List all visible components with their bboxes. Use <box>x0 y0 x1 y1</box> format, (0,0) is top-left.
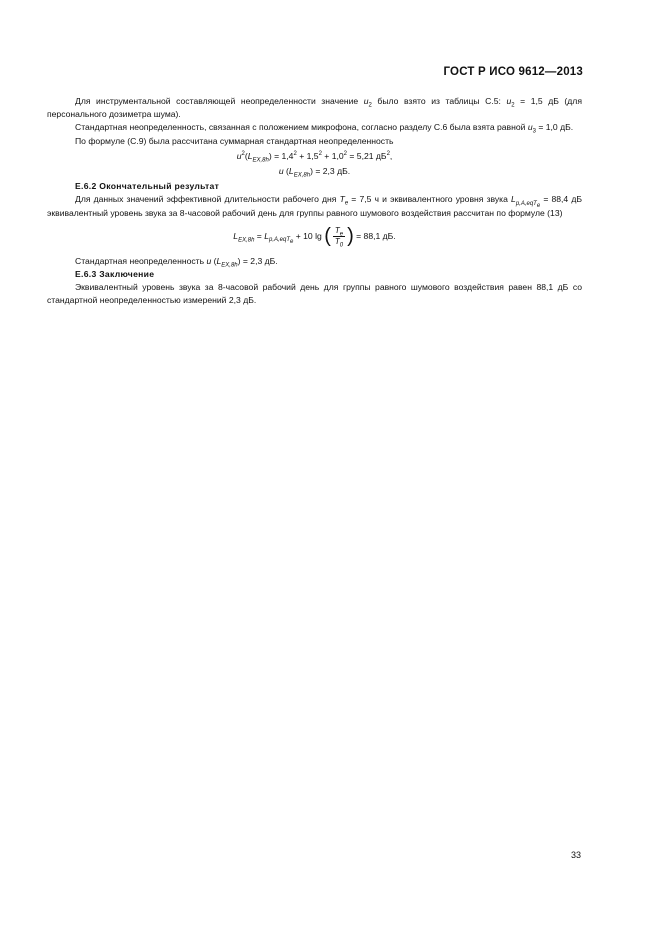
subscript: EX,8h <box>221 262 238 269</box>
formula-combined-uncertainty-squared: $u^2(L_{EX,8h}) = 1,4^2 + 1,5^2 + 1,0^2 = 5,21$ $дБ^2$, <box>236 150 393 164</box>
formula-term: , <box>389 150 393 161</box>
fraction-denominator <box>333 237 345 247</box>
text-segment: = 88,4 дБ эквивалентный уровень звука за 8-часовой рабочий день для группы равного шумового воздействия рассчитан по формуле (13) <box>47 194 582 218</box>
fraction-numerator <box>333 226 345 237</box>
text-segment: Для инструментальной составляющей неопределенности значение <box>75 96 364 106</box>
left-parenthesis: ( <box>324 225 331 248</box>
subscript: EX,8h <box>293 172 311 179</box>
superscript: 2 <box>293 150 297 157</box>
subscript: EX,8h <box>252 157 269 164</box>
paragraph-combined-uncertainty-intro: По формуле (С.9) была рассчитана суммарная стандартная неопределенность <box>75 135 394 146</box>
page-number: 33 <box>571 850 582 860</box>
variable-L: L <box>216 255 222 266</box>
subscript: e <box>344 201 349 208</box>
variable-T: T <box>334 236 340 246</box>
variable-u: u <box>236 150 242 161</box>
formula-term: + 1,5 <box>296 150 319 161</box>
subscript: e <box>536 203 541 210</box>
paragraph-standard-uncertainty: Стандартная неопределенность u $(L_{EX,8h}) = 2,3$ дБ. <box>75 255 278 269</box>
document-header: ГОСТ Р ИСО 9612—2013 <box>443 66 583 78</box>
formula-term: = 2,3 дБ. <box>312 166 351 177</box>
page-body <box>47 95 582 308</box>
subscript: e <box>339 231 344 238</box>
variable-u: u <box>206 255 212 266</box>
text-segment: = 1,5 дБ (для персонального дозиметра шума). <box>47 96 582 120</box>
subscript: p,A,eqT <box>515 201 537 208</box>
variable-L: L <box>264 230 269 241</box>
subscript: p,A,eqT <box>269 237 291 244</box>
formula-combined-uncertainty: u $(L_{EX,8h}) = 2,3$ дБ. <box>278 166 351 179</box>
text-segment: Для данных значений эффективной длительности рабочего дня <box>75 194 340 205</box>
variable-u: u <box>278 166 284 177</box>
subscript: 3 <box>532 129 536 136</box>
section-heading-e63: Е.6.3 Заключение <box>75 269 155 280</box>
right-parenthesis: ) <box>347 225 354 248</box>
subscript: 0 <box>339 242 344 249</box>
text-segment: Стандартная неопределенность, связанная с положением микрофона, согласно разделу С.6 была взята равной <box>75 122 528 133</box>
formula-term: = 1,4 <box>271 150 294 161</box>
formula-exposure-level <box>47 226 582 247</box>
text-segment: Стандартная неопределенность <box>75 255 207 266</box>
variable-L: L <box>233 230 239 241</box>
formula-term: + 10 lg <box>293 230 325 241</box>
formula-term: = 5,21 дБ <box>347 150 387 161</box>
subscript: e <box>290 239 294 246</box>
variable-L: L <box>247 150 253 161</box>
variable-T: T <box>334 225 340 235</box>
subscript: 2 <box>368 102 372 109</box>
text-segment: = 2,3 дБ. <box>240 255 278 266</box>
superscript: 2 <box>386 150 390 157</box>
variable-u: u <box>363 96 369 106</box>
variable-L: L <box>511 194 516 205</box>
subscript: EX,8h <box>238 237 255 244</box>
paragraph-microphone-uncertainty <box>47 121 582 134</box>
text-segment: было взято из таблицы С.5: <box>371 96 507 106</box>
formula-result: = 88,1 дБ. <box>353 230 396 241</box>
fraction-te-over-t0 <box>333 226 345 247</box>
variable-u: u <box>506 96 512 106</box>
text-segment: = 1,0 дБ. <box>535 122 574 133</box>
subscript: 2 <box>511 102 515 109</box>
variable-T: T <box>339 194 345 205</box>
superscript: 2 <box>343 150 347 157</box>
paragraph-instrumental-uncertainty <box>47 95 582 121</box>
text-segment: = 7,5 ч и эквивалентного уровня звука <box>348 194 512 205</box>
superscript: 2 <box>241 150 245 157</box>
superscript: 2 <box>318 150 322 157</box>
paragraph-conclusion: Эквивалентный уровень звука за 8-часовой рабочий день для группы равного шумового воздействия равен 88,1 дБ со стандартной неопределенностью измерений 2,3 дБ. <box>47 282 582 306</box>
section-heading-e62: Е.6.2 Окончательный результат <box>75 181 220 192</box>
variable-L: L <box>288 166 294 177</box>
variable-u: u <box>527 122 533 133</box>
formula-term: = <box>254 230 265 241</box>
paragraph-final-result <box>47 193 582 219</box>
formula-term: + 1,0 <box>321 150 344 161</box>
